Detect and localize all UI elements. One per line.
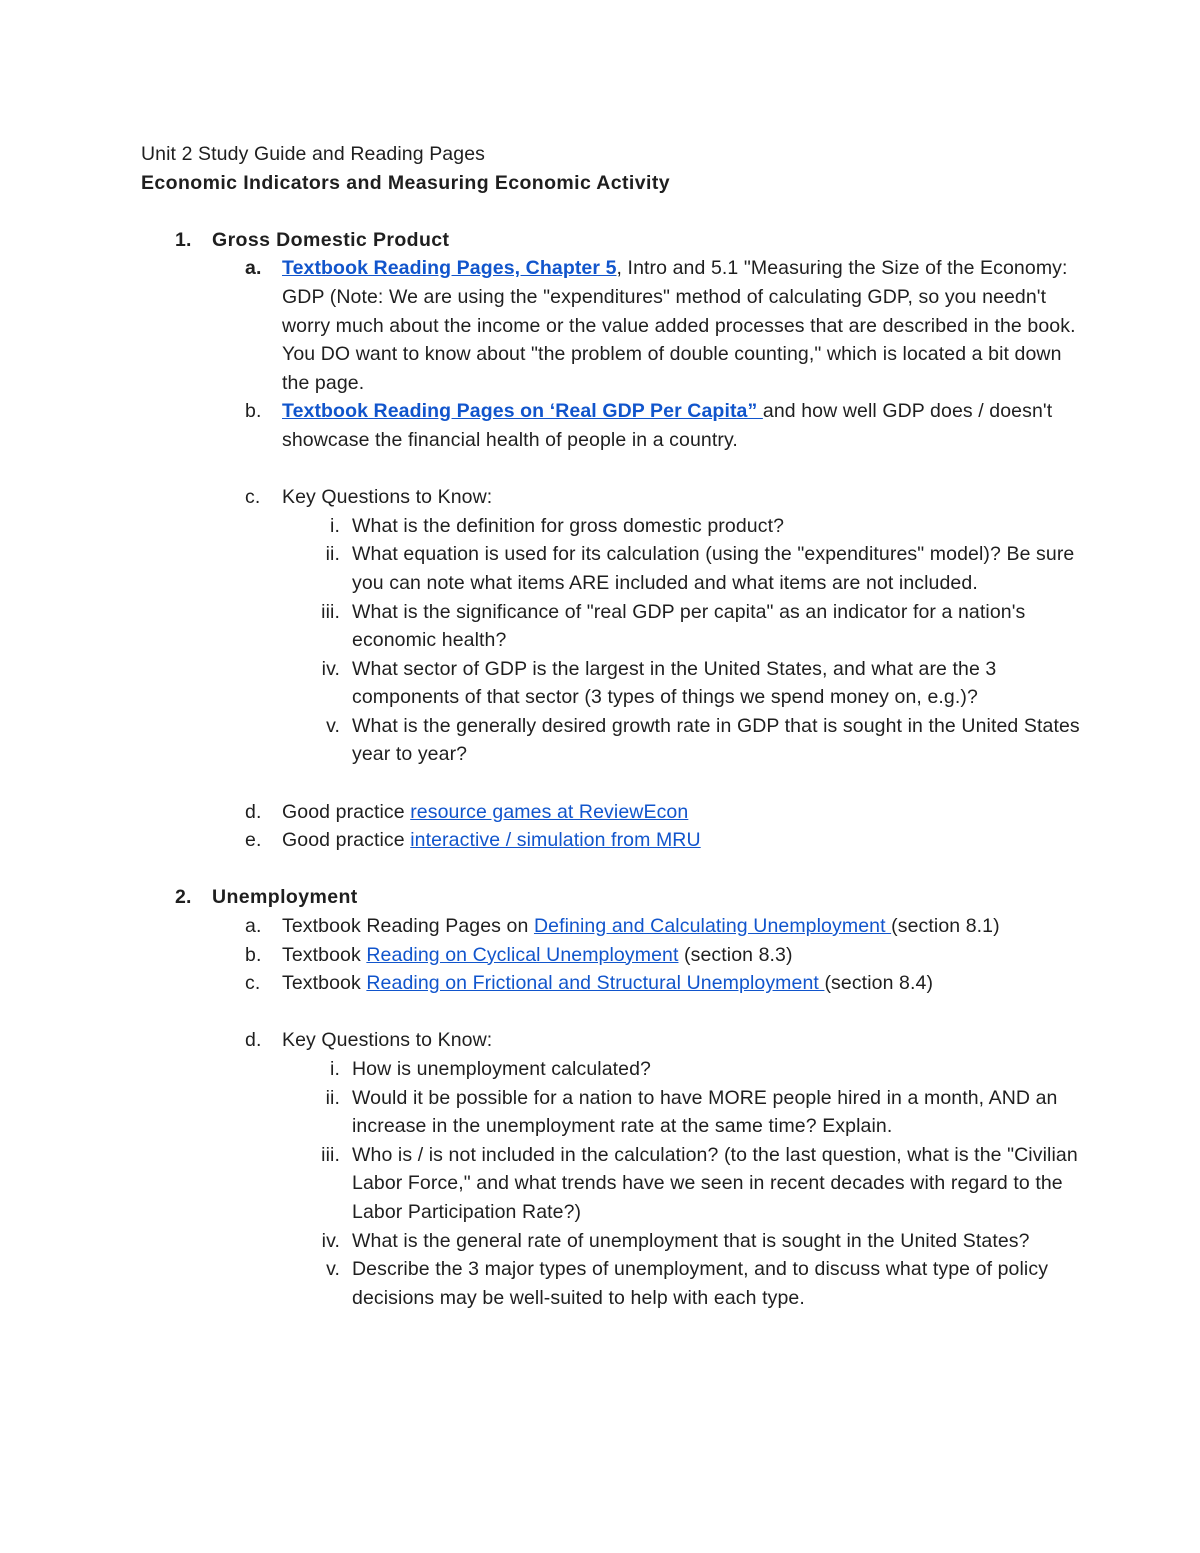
gdp-item-d <box>141 798 1081 827</box>
question-text: Who is / is not included in the calculation? (to the last question, what is the "Civilian Labor Force," and what trends have we seen in recent decades with regard to the Labor Participation Rate?) <box>352 1143 1078 1223</box>
unemployment-question <box>141 1227 1081 1256</box>
list-marker: i. <box>330 514 340 537</box>
gdp-item-c <box>141 483 1081 512</box>
gdp-question <box>141 512 1081 541</box>
document-page <box>141 140 1081 1312</box>
question-text: What is the definition for gross domestic product? <box>352 514 785 537</box>
item-text: Good practice <box>282 800 411 823</box>
list-marker: ii. <box>325 1086 340 1109</box>
item-text: (section 8.1) <box>891 915 1000 938</box>
list-marker: c. <box>245 486 261 509</box>
gdp-item-e <box>141 826 1081 855</box>
spacer <box>141 769 1081 798</box>
item-text: Textbook Reading Pages on <box>282 915 534 938</box>
list-marker: v. <box>326 1258 340 1281</box>
list-marker: a. <box>245 915 262 938</box>
unemployment-question <box>141 1055 1081 1084</box>
question-text: Would it be possible for a nation to have MORE people hired in a month, AND an increase in the unemployment rate at the same time? Explain. <box>352 1086 1058 1138</box>
item-text: Textbook <box>282 972 367 995</box>
list-marker: iv. <box>321 1229 340 1252</box>
list-marker: d. <box>245 800 262 823</box>
defining-unemployment-link[interactable]: Defining and Calculating Unemployment <box>533 915 892 938</box>
question-text: What sector of GDP is the largest in the United States, and what are the 3 components of that sector (3 types of things we spend money on, e.g.)? <box>352 657 997 709</box>
frictional-structural-link[interactable]: Reading on Frictional and Structural Unemployment <box>366 972 825 995</box>
question-text: Describe the 3 major types of unemployment, and to discuss what type of policy decisions may be well-suited to help with each type. <box>352 1258 1049 1309</box>
unemployment-question <box>141 1255 1081 1312</box>
list-marker: 1. <box>175 228 192 251</box>
list-marker: b. <box>245 943 262 966</box>
item-text: and how well GDP does / doesn't showcase the financial health of people in a country. <box>282 400 1053 451</box>
list-marker: 2. <box>175 886 192 909</box>
question-text: What equation is used for its calculation (using the "expenditures" model)? Be sure you can note what items ARE included and what items are not included. <box>352 543 1075 594</box>
spacer <box>141 197 1081 226</box>
list-marker: v. <box>326 714 340 737</box>
list-marker: c. <box>245 972 261 995</box>
list-marker: iii. <box>321 600 340 623</box>
list-marker: iii. <box>321 1143 340 1166</box>
document-title: Unit 2 Study Guide and Reading Pages <box>141 143 485 165</box>
gdp-question <box>141 598 1081 655</box>
item-text: Key Questions to Know: <box>282 1029 493 1052</box>
gdp-question <box>141 540 1081 597</box>
section-unemployment-heading <box>141 883 1081 912</box>
item-text: (section 8.4) <box>824 972 934 995</box>
section-heading: Unemployment <box>212 886 358 909</box>
textbook-chapter-5-link[interactable]: Textbook Reading Pages, Chapter 5 <box>282 257 617 280</box>
unemployment-question <box>141 1084 1081 1141</box>
item-text: Textbook <box>282 943 367 966</box>
gdp-question <box>141 712 1081 769</box>
question-text: What is the significance of "real GDP per capita" as an indicator for a nation's economic health? <box>352 600 1026 652</box>
question-text: What is the generally desired growth rate in GDP that is sought in the United States year to year? <box>352 714 1080 766</box>
list-marker: e. <box>245 829 262 852</box>
document-subtitle: Economic Indicators and Measuring Economic Activity <box>141 171 670 194</box>
spacer <box>141 455 1081 484</box>
gdp-question <box>141 655 1081 712</box>
mru-simulation-link[interactable]: interactive / simulation from MRU <box>410 829 701 852</box>
reviewecon-games-link[interactable]: resource games at ReviewEcon <box>410 800 689 823</box>
question-text: How is unemployment calculated? <box>352 1058 651 1080</box>
unemployment-item-a <box>141 912 1081 941</box>
list-marker: ii. <box>325 543 340 566</box>
list-marker: iv. <box>321 657 340 680</box>
gdp-item-a <box>141 254 1081 397</box>
unemployment-item-c <box>141 969 1081 998</box>
item-text: , Intro and 5.1 "Measuring the Size of the Economy: GDP (Note: We are using the "expenditures" method of calculating GDP, so you needn't worry much about the income or the value added processes that are described in the book. You DO want to know about "the problem of double counting," which is located a bit down the page. <box>282 257 1076 394</box>
section-heading: Gross Domestic Product <box>212 228 450 251</box>
list-marker: i. <box>330 1058 340 1080</box>
gdp-item-b <box>141 397 1081 454</box>
unemployment-question <box>141 1141 1081 1227</box>
list-marker: d. <box>245 1029 262 1052</box>
item-text: (section 8.3) <box>678 943 793 966</box>
unemployment-item-b <box>141 941 1081 970</box>
unemployment-item-d <box>141 1026 1081 1055</box>
question-text: What is the general rate of unemployment that is sought in the United States? <box>352 1229 1030 1252</box>
list-marker: a. <box>245 257 262 280</box>
real-gdp-per-capita-link[interactable]: Textbook Reading Pages on ‘Real GDP Per Capita” <box>282 400 763 423</box>
item-text: Key Questions to Know: <box>282 486 493 509</box>
item-text: Good practice <box>282 829 411 852</box>
section-gdp-heading <box>141 226 1081 255</box>
spacer <box>141 855 1081 884</box>
list-marker: b. <box>245 400 262 423</box>
spacer <box>141 998 1081 1027</box>
cyclical-unemployment-link[interactable]: Reading on Cyclical Unemployment <box>366 943 679 966</box>
